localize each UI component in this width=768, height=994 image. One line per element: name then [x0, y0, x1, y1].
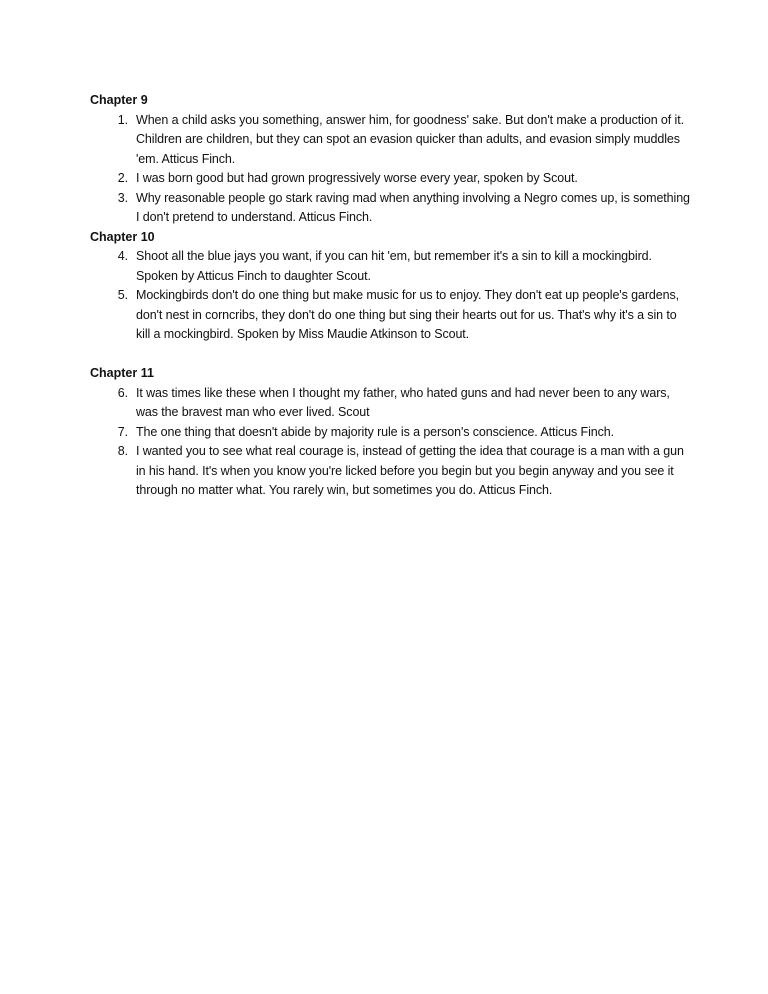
quote-list — [90, 247, 690, 345]
quote-list — [90, 111, 690, 228]
chapter-9-section — [90, 91, 690, 228]
chapter-heading: Chapter 10 — [90, 229, 155, 244]
list-number: 3. — [117, 190, 128, 205]
list-item — [90, 442, 690, 501]
list-number: 4. — [117, 249, 128, 263]
chapter-heading: Chapter 9 — [90, 93, 148, 107]
list-number: 7. — [117, 424, 128, 439]
list-item — [90, 169, 690, 189]
quote-text: I wanted you to see what real courage is, instead of getting the idea that courage is a man with a gun in his hand. It's when you know you're licked before you begin but you begin anyway and you see it through no matter what. You rarely win, but sometimes you do. Atticus Finch. — [136, 444, 684, 497]
chapter-11-section — [90, 364, 690, 501]
quote-text: The one thing that doesn't abide by majority rule is a person's conscience. Atticus Finch. — [136, 424, 614, 439]
list-item — [90, 423, 690, 443]
list-number: 6. — [117, 385, 128, 400]
blank-line — [90, 345, 690, 365]
document-body — [90, 91, 690, 501]
chapter-heading: Chapter 11 — [90, 366, 154, 380]
list-number: 8. — [117, 444, 128, 458]
quote-text: Why reasonable people go stark raving mad when anything involving a Negro comes up, is something I don't pretend to understand. Atticus Finch. — [136, 190, 690, 224]
list-number: 1. — [117, 112, 128, 127]
list-item — [90, 111, 690, 170]
list-item — [90, 247, 690, 286]
quote-text: I was born good but had grown progressively worse every year, spoken by Scout. — [136, 171, 578, 185]
chapter-10-section — [90, 228, 690, 345]
quote-text: When a child asks you something, answer him, for goodness' sake. But don't make a production of it. Children are children, but they can spot an evasion quicker than adults, and evasion simply muddles 'em. Atticus Finch. — [136, 112, 684, 166]
quote-text: Shoot all the blue jays you want, if you can hit 'em, but remember it's a sin to kill a mockingbird. Spoken by Atticus Finch to daughter Scout. — [136, 249, 652, 283]
quote-list — [90, 384, 690, 501]
quote-text: It was times like these when I thought my father, who hated guns and had never been to any wars, was the bravest man who ever lived. Scout — [136, 385, 670, 419]
list-item — [90, 286, 690, 345]
list-number: 2. — [117, 171, 128, 185]
quote-text: Mockingbirds don't do one thing but make music for us to enjoy. They don't eat up people's gardens, don't nest in corncribs, they don't do one thing but sing their hearts out for us. That's why it's a sin to kill a mockingbird. Spoken by Miss Maudie Atkinson to Scout. — [136, 288, 679, 341]
list-number: 5. — [117, 288, 128, 302]
list-item — [90, 189, 690, 228]
list-item — [90, 384, 690, 423]
